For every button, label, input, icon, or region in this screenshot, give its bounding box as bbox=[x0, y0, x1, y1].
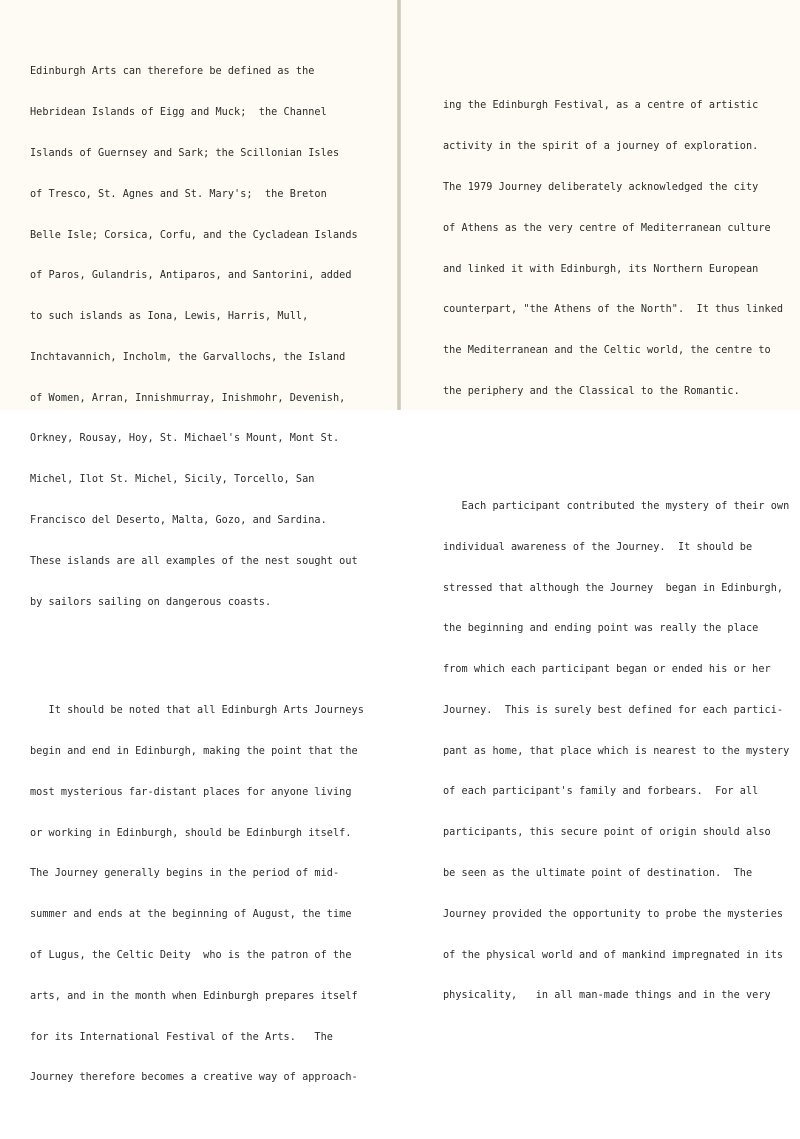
text-line: or working in Edinburgh, should be Edinburgh itself. bbox=[30, 827, 352, 839]
text-line: of Lugus, the Celtic Deity who is the patron of the bbox=[30, 949, 352, 961]
text-line: These islands are all examples of the nest sought out bbox=[30, 555, 358, 567]
text-line: participants, this secure point of origin should also bbox=[443, 827, 771, 839]
text-line: Hebridean Islands of Eigg and Muck; the Channel bbox=[30, 107, 327, 119]
text-line: individual awareness of the Journey. It should be bbox=[443, 541, 753, 553]
text-line: Francisco del Deserto, Malta, Gozo, and Sardina. bbox=[30, 514, 327, 526]
text-line: for its International Festival of the Arts. The bbox=[30, 1031, 333, 1043]
text-line: most mysterious far-distant places for anyone living bbox=[30, 786, 352, 798]
text-line: and linked it with Edinburgh, its Northern European bbox=[443, 263, 759, 275]
left-paragraph-islands bbox=[30, 38, 364, 636]
text-line: activity in the spirit of a journey of exploration. bbox=[443, 141, 759, 153]
text-line: Inchtavannich, Incholm, the Garvallochs, the Island bbox=[30, 351, 346, 363]
text-line: from which each participant began or ended his or her bbox=[443, 664, 771, 676]
text-line: of Paros, Gulandris, Antiparos, and Santorini, added bbox=[30, 270, 352, 282]
text-line: of the physical world and of mankind impregnated in its bbox=[443, 949, 784, 961]
text-line: Edinburgh Arts can therefore be defined as the bbox=[30, 66, 315, 78]
text-line: Islands of Guernsey and Sark; the Scillonian Isles bbox=[30, 147, 340, 159]
text-line: the periphery and the Classical to the Romantic. bbox=[443, 385, 740, 397]
text-line: Michel, Ilot St. Michel, Sicily, Torcello, San bbox=[30, 474, 315, 486]
right-paragraph-participants bbox=[443, 473, 789, 1030]
text-line: It should be noted that all Edinburgh Arts Journeys bbox=[30, 705, 364, 717]
text-line: be seen as the ultimate point of destination. The bbox=[443, 868, 753, 880]
text-line: by sailors sailing on dangerous coasts. bbox=[30, 596, 272, 608]
text-line: counterpart, "the Athens of the North". It thus linked bbox=[443, 304, 784, 316]
text-line: Belle Isle; Corsica, Corfu, and the Cycladean Islands bbox=[30, 229, 358, 241]
text-line: of Athens as the very centre of Mediterranean culture bbox=[443, 222, 771, 234]
text-line: of Tresco, St. Agnes and St. Mary's; the Breton bbox=[30, 188, 327, 200]
left-page bbox=[0, 0, 398, 1084]
text-line: Journey therefore becomes a creative way of approach- bbox=[30, 1072, 358, 1084]
left-page-text bbox=[30, 11, 364, 1139]
text-line: Orkney, Rousay, Hoy, St. Michael's Mount, Mont St. bbox=[30, 433, 340, 445]
text-line: of Women, Arran, Innishmurray, Inishmohr, Devenish, bbox=[30, 392, 346, 404]
text-line: summer and ends at the beginning of August, the time bbox=[30, 909, 352, 921]
text-line: stressed that although the Journey began in Edinburgh, bbox=[443, 582, 784, 594]
right-paragraph-festival bbox=[443, 72, 789, 425]
text-line: Each participant contributed the mystery of their own bbox=[443, 501, 790, 512]
text-line: Journey provided the opportunity to probe the mysteries bbox=[443, 908, 784, 920]
text-line: arts, and in the month when Edinburgh prepares itself bbox=[30, 990, 358, 1002]
left-paragraph-journeys bbox=[30, 677, 364, 1112]
text-line: physicality, in all man-made things and in the very bbox=[443, 990, 771, 1002]
text-line: the Mediterranean and the Celtic world, the centre to bbox=[443, 345, 771, 357]
right-page-text bbox=[443, 45, 789, 1057]
text-line: Journey. This is surely best defined for each partici- bbox=[443, 704, 784, 716]
text-line: the beginning and ending point was really the place bbox=[443, 623, 759, 635]
text-line: to such islands as Iona, Lewis, Harris, Mull, bbox=[30, 311, 309, 323]
text-line: The Journey generally begins in the period of mid- bbox=[30, 868, 340, 880]
text-line: The 1979 Journey deliberately acknowledged the city bbox=[443, 181, 759, 193]
text-line: of each participant's family and forbears. For all bbox=[443, 786, 759, 798]
text-line: begin and end in Edinburgh, making the point that the bbox=[30, 746, 358, 758]
text-line: pant as home, that place which is nearest to the mystery bbox=[443, 745, 790, 757]
text-line: ing the Edinburgh Festival, as a centre of artistic bbox=[443, 100, 759, 112]
right-page bbox=[400, 0, 800, 1002]
